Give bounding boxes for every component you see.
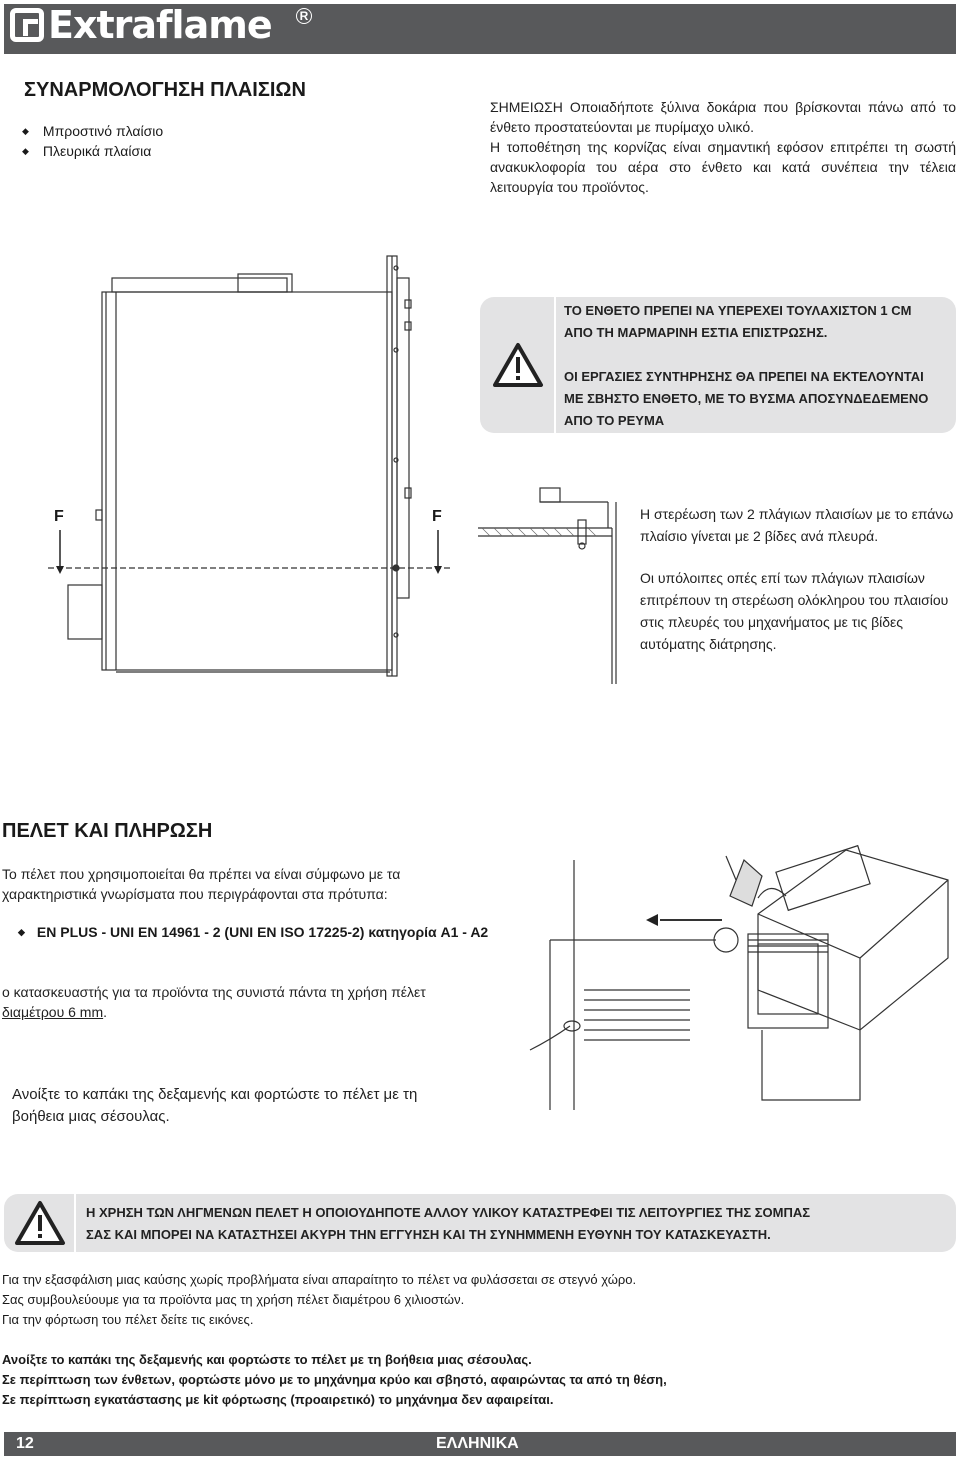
bullet-front-frame: ◆ Μπροστινό πλαίσιο (22, 121, 163, 141)
warning-divider-2 (74, 1194, 76, 1252)
pellet-intro: Το πέλετ που χρησιμοποιείται θα πρέπει να είναι σύμφωνο με τα χαρακτηριστικά γνωρίσματα που περιγράφονται στα πρότυπα: (2, 866, 401, 902)
label-f-left: F (54, 508, 64, 525)
insert-side-view-diagram (40, 250, 480, 690)
language-label: ΕΛΛΗΝΙΚΑ (436, 1435, 519, 1452)
notes-block (2, 1270, 952, 1330)
section-title-pellet: ΠΕΛΕΤ ΚΑΙ ΠΛΗΡΩΣΗ (2, 820, 213, 842)
label-f-right: F (432, 508, 442, 525)
bullet-side-frames: ◆ Πλευρικά πλαίσια (22, 141, 163, 161)
warning-line-2: ΑΠΟ ΤΗ ΜΑΡΜΑΡΙΝΗ ΕΣΤΙΑ ΕΠΙΣΤΡΩΣΗΣ. (564, 325, 828, 340)
pellet-diameter-link: διαμέτρου 6 mm (2, 1004, 104, 1020)
note-see-images: Για την φόρτωση του πέλετ δείτε τις εικόνες. (2, 1312, 254, 1327)
warning2-line-2: ΣΑΣ ΚΑΙ ΜΠΟΡΕΙ ΝΑ ΚΑΤΑΣΤΗΣΕΙ ΑΚΥΡΗ ΤΗΝ ΕΓΓΥΗΣΗ ΚΑΙ ΤΗ ΣΥΝΗΜΜΕΝΗ ΕΥΘΥΝΗ ΤΟΥ ΚΑΤΑΣΚΕΥΑΣΤΗ. (86, 1227, 771, 1242)
warning-divider (554, 297, 556, 433)
bullet-diamond-icon: ◆ (18, 927, 25, 937)
fixing-text (640, 503, 956, 655)
open-lid-text: Ανοίξτε το καπάκι της δεξαμενής και φορτώστε το πέλετ με τη βοήθεια μιας σέσουλας. (12, 1086, 418, 1125)
warning-text-clearance (564, 300, 911, 344)
pellet-recommend-text: ο κατασκευαστής για τα προϊόντα της συνιστά πάντα τη χρήση πέλετ (2, 984, 426, 1000)
warning-text-maintenance (564, 366, 928, 432)
pellet-loading-diagram (490, 840, 956, 1130)
warning-line-4: ΜΕ ΣΒΗΣΤΟ ΕΝΘΕΤΟ, ΜΕ ΤΟ ΒΥΣΜΑ ΑΠΟΣΥΝΔΕΔΕΜΕΝΟ (564, 391, 929, 406)
logo-mark-icon (10, 8, 44, 42)
frame-section-detail-diagram (478, 484, 628, 684)
page-number: 12 (16, 1435, 34, 1452)
fixing-paragraph-1: Η στερέωση των 2 πλάγιων πλαισίων με το επάνω πλαίσιο γίνεται με 2 βίδες ανά πλευρά. (640, 506, 954, 544)
pellet-standard-text: EN PLUS - UNI EN 14961 - 2 (UNI EN ISO 17225-2) κατηγορία A1 - A2 (36, 924, 489, 940)
note-dry-storage: Για την εξασφάλιση μιας καύσης χωρίς προβλήματα είναι απαραίτητο το πέλετ να φυλάσσεται σε στεγνό χώρο. (2, 1272, 637, 1287)
frame-bullets (22, 121, 163, 161)
pellet-recommend (2, 982, 492, 1022)
warning-line-3: ΟΙ ΕΡΓΑΣΙΕΣ ΣΥΝΤΗΡΗΣΗΣ ΘΑ ΠΡΕΠΕΙ ΝΑ ΕΚΤΕΛΟΥΝΤΑΙ (564, 369, 924, 384)
pellet-standard (2, 922, 492, 943)
warning-line-5: ΑΠΟ ΤΟ ΡΕΥΜΑ (564, 413, 665, 428)
warning-triangle-icon-2 (14, 1200, 66, 1246)
section-title-frames: ΣΥΝΑΡΜΟΛΟΓΗΣΗ ΠΛΑΙΣΙΩΝ (24, 79, 306, 101)
warning2-line-1: Η ΧΡΗΣΗ ΤΩΝ ΛΗΓΜΕΝΩΝ ΠΕΛΕΤ Η ΟΠΟΙΟΥΔΗΠΟΤΕ ΑΛΛΟΥ ΥΛΙΚΟΥ ΚΑΤΑΣΤΡΕΦΕΙ ΤΙΣ ΛΕΙΤΟΥΡΓΙΕΣ ΤΗΣ ΣΟΜΠΑΣ (86, 1205, 811, 1220)
brand-name: Extraflame (48, 3, 272, 47)
registered-mark: R (296, 8, 312, 24)
warning-line-1: ΤΟ ΕΝΘΕΤΟ ΠΡΕΠΕΙ ΝΑ ΥΠΕΡΕΧΕΙ ΤΟΥΛΑΧΙΣΤΟΝ 1 CM (564, 303, 912, 318)
bold-note-loading-kit: Σε περίπτωση εγκατάστασης με kit φόρτωσης (προαιρετικό) το μηχάνημα δεν αφαιρείται. (2, 1392, 554, 1407)
note-frame-placement: Η τοποθέτηση της κορνίζας είναι σημαντική εφόσον επιτρέπει τη σωστή ανακυκλοφορία του αέρα στο ένθετο και κατά συνέπεια την τέλεια λειτουργία του προϊόντος. (490, 139, 956, 195)
bold-note-open-lid: Ανοίξτε το καπάκι της δεξαμενής και φορτώστε το πέλετ με τη βοήθεια μιας σέσουλας. (2, 1352, 532, 1367)
warning-triangle-icon (492, 342, 544, 388)
period: . (103, 1004, 108, 1020)
fixing-paragraph-2: Οι υπόλοιπες οπές επί των πλάγιων πλαισίων επιτρέπουν τη στερέωση ολόκληρου του πλαισίου στις πλευρές του μηχανήματος με τις βίδες αυτόματης διάτρησης. (640, 570, 949, 652)
brand-logo (10, 2, 272, 48)
note-wood-beams: ΣΗΜΕΙΩΣΗ Οποιαδήποτε ξύλινα δοκάρια που βρίσκονται πάνω από το ένθετο προστατεύονται με πυρίμαχο υλικό. (490, 99, 956, 135)
note-text (490, 97, 956, 197)
note-diameter: Σας συμβουλεύουμε για τα προϊόντα μας τη χρήση πέλετ διαμέτρου 6 χιλιοστών. (2, 1292, 465, 1307)
bold-notes-block (2, 1350, 952, 1410)
warning-text-pellet (86, 1202, 810, 1246)
bold-note-inserts: Σε περίπτωση των ένθετων, φορτώστε μόνο με το μηχάνημα κρύο και σβηστό, αφαιρώντας τα από τη θέση, (2, 1372, 667, 1387)
